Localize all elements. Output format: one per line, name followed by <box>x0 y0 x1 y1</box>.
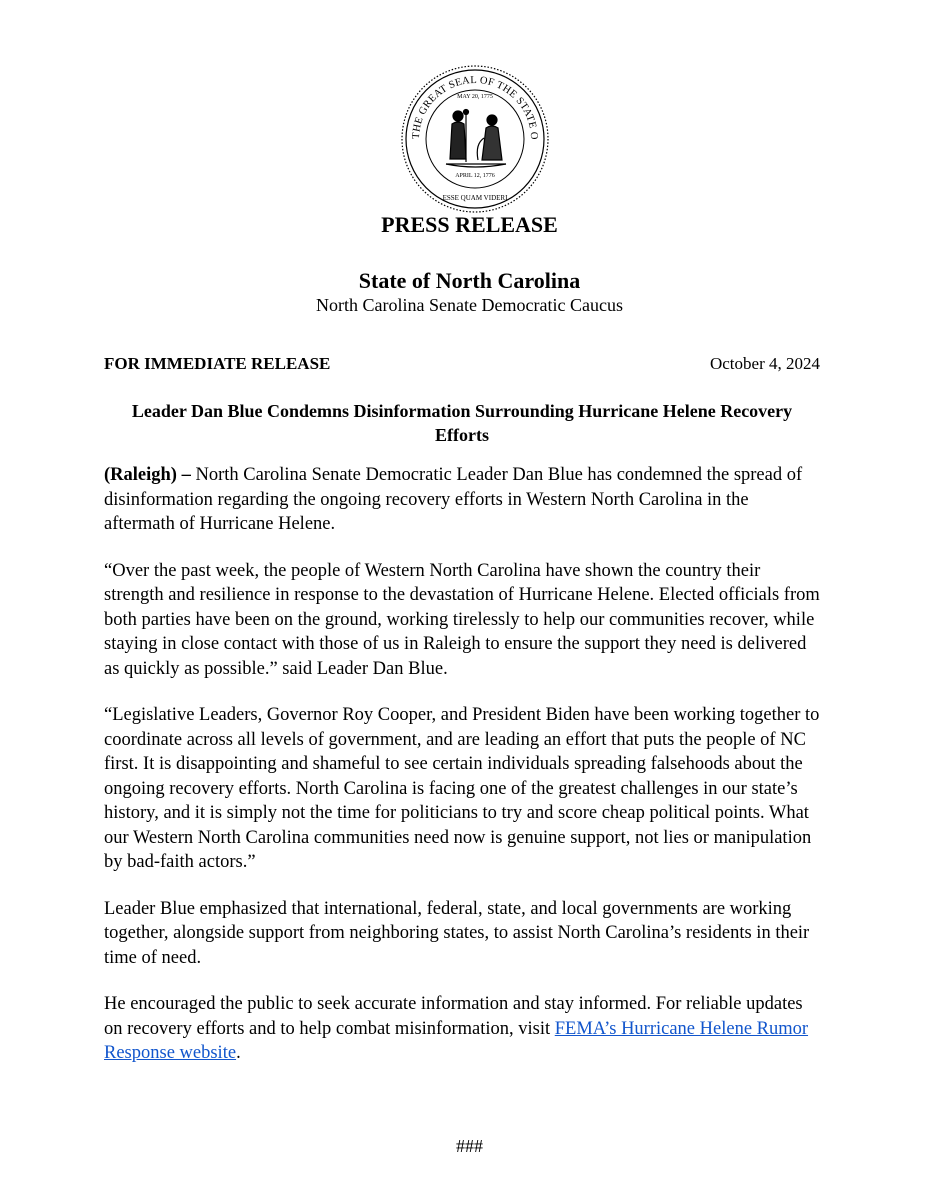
press-release-body <box>104 463 820 1088</box>
end-mark: ### <box>456 1136 483 1156</box>
paragraph-1 <box>104 463 820 537</box>
paragraph-4: Leader Blue emphasized that international, federal, state, and local governments are working together, alongside support from neighboring states, to assist North Carolina’s residents in their time of need. <box>104 898 810 968</box>
fema-rumor-response-link[interactable]: FEMA’s Hurricane Helene Rumor Response website <box>104 1018 809 1063</box>
seal-date-top: MAY 20, 1775 <box>457 94 493 100</box>
headline: Leader Dan Blue Condemns Disinformation Surrounding Hurricane Helene Recovery Efforts <box>131 401 793 445</box>
seal-outer-text: THE GREAT SEAL OF THE STATE O <box>410 74 540 141</box>
paragraph-2: “Over the past week, the people of Western North Carolina have shown the country their strength and resilience in response to the devastation of Hurricane Helene. Elected officials from both parties have been on the ground, working tirelessly to help our communities recover, while staying in close contact with those of us in Raleigh to ensure the support they need is delivered as quickly as possible.” said Leader Dan Blue. <box>104 560 820 679</box>
release-label: FOR IMMEDIATE RELEASE <box>104 354 331 373</box>
paragraph-1-text: North Carolina Senate Democratic Leader Dan Blue has condemned the spread of disinformation regarding the ongoing recovery efforts in Western North Carolina in the aftermath of Hurricane Helene. <box>104 465 803 534</box>
seal-date-bottom: APRIL 12, 1776 <box>455 173 495 179</box>
page-title: PRESS RELEASE <box>381 212 558 237</box>
seal-icon <box>400 64 550 214</box>
seal-motto: ESSE QUAM VIDERI <box>442 194 508 202</box>
caucus-name: North Carolina Senate Democratic Caucus <box>316 295 623 315</box>
paragraph-5-text: He encouraged the public to seek accurate information and stay informed. For reliable updates on recovery efforts and to help combat misinformation, visit <box>104 994 803 1039</box>
paragraph-5-end: . <box>236 1043 241 1063</box>
dateline: (Raleigh) – <box>104 465 191 485</box>
state-name: State of North Carolina <box>358 268 581 293</box>
release-info <box>104 354 820 374</box>
paragraph-3: “Legislative Leaders, Governor Roy Cooper, and President Biden have been working together to coordinate across all levels of government, and are leading an effort that puts the people of NC first. It is disappointing and shameful to see certain individuals spreading falsehoods about the ongoing recovery efforts. North Carolina is facing one of the greatest challenges in our state’s history, and it is simply not the time for politicians to try and score cheap political points. What our Western North Carolina communities need now is genuine support, not lies or manipulation by bad-faith actors.” <box>104 705 820 872</box>
release-date: October 4, 2024 <box>709 354 820 373</box>
great-seal-of-north-carolina <box>400 64 550 214</box>
paragraph-5 <box>104 992 820 1066</box>
